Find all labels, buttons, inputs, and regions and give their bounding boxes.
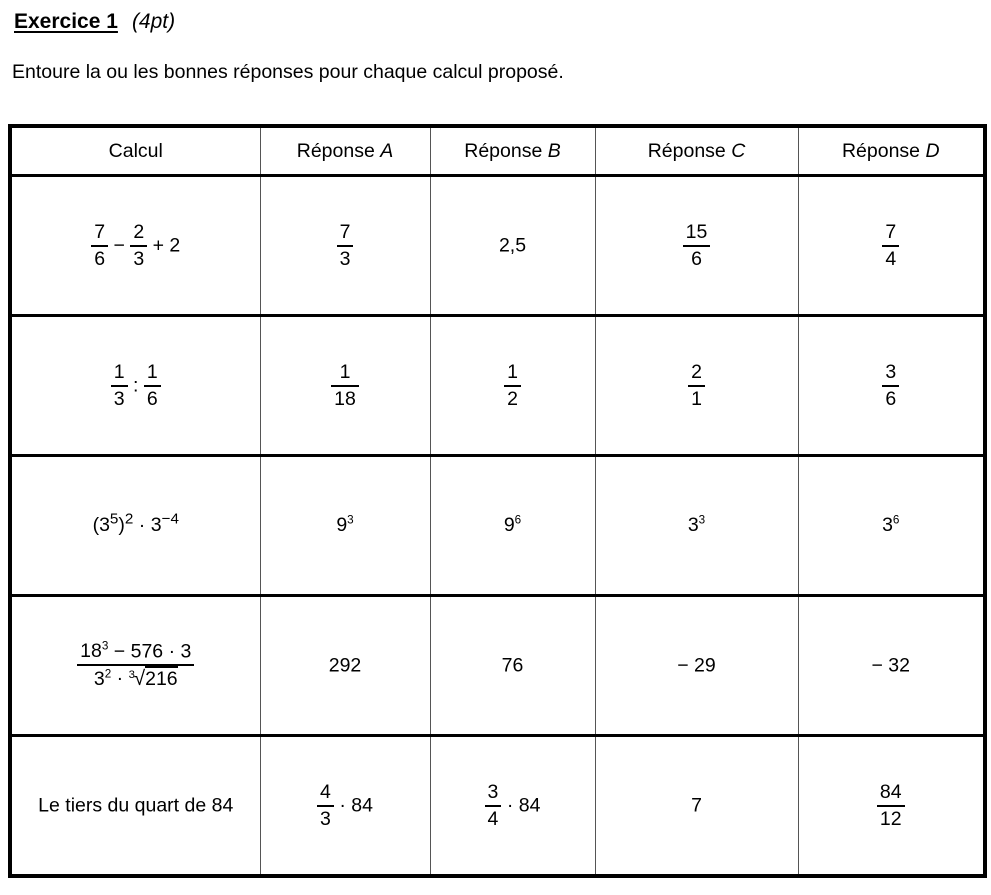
power: $3^{-4}$ [150,510,179,537]
fraction: $\frac{1}{6}$ [144,361,161,411]
fraction: $\frac{1}{3}$ [111,361,128,411]
answer-cell-c [595,456,798,596]
fraction: $\frac{84}{12}$ [877,781,905,831]
table-row-2 [10,316,985,456]
math-text: · 84 [501,794,541,817]
answer-cell-a [260,176,430,316]
math-text: − 32 [871,654,910,677]
table-row-4 [10,596,985,736]
calc-cell [10,736,260,877]
power: $9^6$ [503,513,522,537]
exercise-points: (4pt) [131,10,176,33]
cube-root: $^3$√216 [128,667,178,691]
header-cell-calcul: Calcul [10,126,260,176]
power: ($3^5$ [92,510,119,537]
math-text: 7 [691,794,702,817]
answer-cell-b [430,176,595,316]
answer-cell-a [260,316,430,456]
power: $18^3$ [80,639,109,663]
math-text: − [108,234,131,257]
header-cell-reponse-a: Réponse A [260,126,430,176]
fraction: $\frac{3}{6}$ [882,361,899,411]
fraction: $\frac{2}{3}$ [130,221,147,271]
math-text: 2,5 [498,234,527,257]
power: $3^3$ [687,513,706,537]
calc-cell [10,456,260,596]
answer-cell-a [260,596,430,736]
answer-cell-c [595,736,798,877]
fraction [77,640,194,691]
table-row-5 [10,736,985,877]
math-text: Le tiers du quart de 84 [38,794,234,817]
header-cell-reponse-b: Réponse B [430,126,595,176]
header-row [10,126,985,176]
fraction: $\frac{1}{2}$ [504,361,521,411]
fraction: $\frac{4}{3}$ [317,781,334,831]
answer-cell-b [430,316,595,456]
header-letter: A [380,139,394,162]
power: $3^6$ [882,513,900,537]
math-text: · [133,514,151,537]
header-letter: C [731,139,746,162]
answer-cell-d [798,316,985,456]
power: )$^2$ [118,510,134,537]
answer-cell-c [595,316,798,456]
answer-cell-d [798,176,985,316]
table-row-1 [10,176,985,316]
calc-cell [10,176,260,316]
math-text: − 576 · 3 [108,640,192,663]
math-text: 76 [501,654,524,677]
power: $9^3$ [336,513,354,537]
answers-table [8,124,987,878]
fraction: $\frac{2}{1}$ [688,361,705,411]
header-cell-reponse-c: Réponse C [595,126,798,176]
answer-cell-c [595,176,798,316]
exercise-title: Exercice 1 [14,10,118,33]
fraction: $\frac{7}{6}$ [91,221,108,271]
answer-cell-b [430,456,595,596]
fraction: $\frac{1}{18}$ [331,361,359,411]
table-row-3 [10,456,985,596]
fraction: $\frac{3}{4}$ [485,781,502,831]
header-letter: B [547,139,561,162]
instruction-text: Entoure la ou les bonnes réponses pour chaque calcul proposé. [12,61,564,84]
answer-cell-c [595,596,798,736]
math-text: : [127,374,144,397]
header-cell-reponse-d: Réponse D [798,126,985,176]
fraction: $\frac{15}{6}$ [683,221,711,271]
math-text: · [111,667,129,690]
exercise-page [0,9,991,878]
answer-cell-b [430,596,595,736]
fraction: $\frac{7}{3}$ [337,221,354,271]
power: $3^2$ [93,667,112,690]
table-body [10,176,985,877]
header-letter: D [925,139,940,162]
answer-cell-d [798,736,985,877]
answer-cell-a [260,736,430,877]
math-text: · 84 [333,794,373,817]
math-text: + 2 [147,234,181,257]
math-text: − 29 [677,654,716,677]
math-text: 292 [328,654,362,677]
exercise-title-line [14,9,991,34]
answer-cell-a [260,456,430,596]
calc-cell [10,596,260,736]
calc-cell [10,316,260,456]
fraction: $\frac{7}{4}$ [882,221,899,271]
answer-cell-b [430,736,595,877]
answer-cell-d [798,596,985,736]
answer-cell-d [798,456,985,596]
